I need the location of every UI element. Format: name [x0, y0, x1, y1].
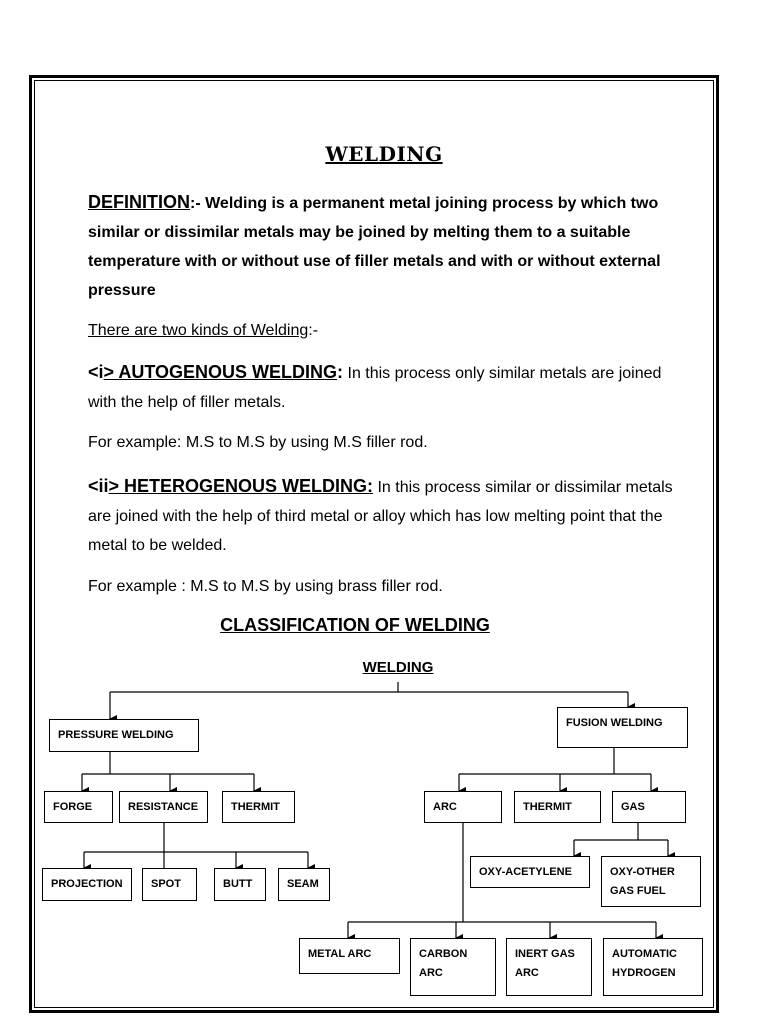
- node-projection: PROJECTION: [42, 868, 132, 901]
- node-fusion-welding: FUSION WELDING: [557, 707, 688, 748]
- node-forge: FORGE: [44, 791, 113, 823]
- autogenous-heading: > AUTOGENOUS WELDING: [103, 362, 338, 382]
- node-arc: ARC: [424, 791, 502, 823]
- kinds-intro-text: There are two kinds of Welding: [88, 322, 309, 339]
- node-carbon-arc-line1: CARBON: [419, 948, 468, 960]
- node-seam: SEAM: [278, 868, 330, 901]
- node-thermit-pressure: THERMIT: [222, 791, 295, 823]
- definition-label: DEFINITION: [88, 192, 190, 212]
- heterogenous-prefix: <ii: [88, 476, 109, 496]
- classification-heading: CLASSIFICATION OF WELDING: [220, 615, 490, 635]
- node-oxy-other-line2: GAS FUEL: [610, 885, 666, 897]
- node-automatic-hydrogen: [603, 938, 703, 996]
- node-oxy-acetylene: OXY-ACETYLENE: [470, 856, 590, 888]
- node-metal-arc: METAL ARC: [299, 938, 400, 974]
- tree-root-label: WELDING: [362, 659, 434, 676]
- node-pressure-welding: PRESSURE WELDING: [49, 719, 199, 752]
- autogenous-text: In this process only similar metals are joined with the help of filler metals.: [88, 365, 662, 411]
- definition-text: Welding is a permanent metal joining process by which two similar or dissimilar metals may be joined by melting them to a suitable temperature with or without use of filler metals and with or without external pressure: [88, 195, 661, 299]
- autogenous-example: For example: M.S to M.S by using M.S filler rod.: [88, 434, 428, 451]
- node-spot: SPOT: [142, 868, 197, 901]
- kinds-intro-suffix: :-: [308, 322, 319, 339]
- node-inert-gas-line1: INERT GAS: [515, 948, 575, 960]
- node-butt: BUTT: [214, 868, 266, 901]
- heterogenous-example: For example : M.S to M.S by using brass filler rod.: [88, 578, 443, 595]
- node-gas: GAS: [612, 791, 686, 823]
- heterogenous-text: In this process similar or dissimilar metals are joined with the help of third metal or alloy which has low melting point that the metal to be welded.: [88, 479, 673, 554]
- node-resistance: RESISTANCE: [119, 791, 208, 823]
- node-oxy-other-line1: OXY-OTHER: [610, 866, 675, 878]
- node-auto-hyd-line2: HYDROGEN: [612, 967, 676, 979]
- node-auto-hyd-line1: AUTOMATIC: [612, 948, 677, 960]
- page-title: WELDING: [325, 142, 443, 166]
- heterogenous-heading: > HETEROGENOUS WELDING:: [108, 476, 374, 496]
- node-oxy-other-gas-fuel: [601, 856, 701, 907]
- node-carbon-arc: [410, 938, 496, 996]
- node-inert-gas-line2: ARC: [515, 967, 539, 979]
- autogenous-prefix: <i: [88, 362, 104, 382]
- node-thermit-fusion: THERMIT: [514, 791, 601, 823]
- autogenous-colon: :: [337, 362, 344, 382]
- node-inert-gas-arc: [506, 938, 592, 996]
- node-carbon-arc-line2: ARC: [419, 967, 443, 979]
- definition-separator: :-: [190, 195, 206, 212]
